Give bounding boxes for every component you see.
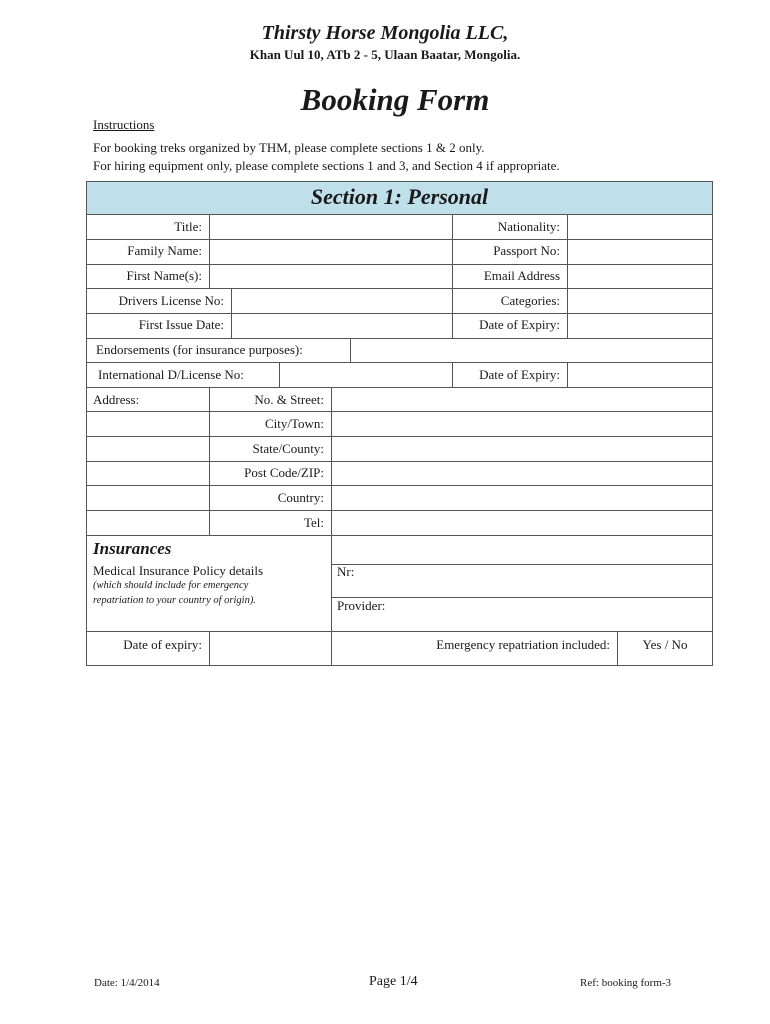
passport-label: Passport No: xyxy=(493,243,560,258)
street-field[interactable] xyxy=(332,387,712,411)
repatriation-yes-no[interactable]: Yes / No xyxy=(642,637,688,652)
first-names-label: First Name(s): xyxy=(126,268,202,283)
tel-field[interactable] xyxy=(332,510,712,535)
categories-label: Categories: xyxy=(500,293,560,308)
section-1-title: Section 1: Personal xyxy=(310,184,489,209)
date-of-expiry-field[interactable] xyxy=(568,313,712,338)
title-field[interactable] xyxy=(210,214,452,239)
instructions-heading: Instructions xyxy=(93,117,155,132)
first-issue-date-field[interactable] xyxy=(232,313,452,338)
date-of-expiry-label: Date of Expiry: xyxy=(479,317,560,332)
family-name-label: Family Name: xyxy=(127,243,202,258)
title-label: Title: xyxy=(174,219,202,234)
nationality-field[interactable] xyxy=(568,214,712,239)
first-issue-date-label: First Issue Date: xyxy=(138,317,224,332)
intl-expiry-label: Date of Expiry: xyxy=(479,367,560,382)
medical-insurance-label: Medical Insurance Policy details xyxy=(93,563,264,578)
insurance-provider-label: Provider: xyxy=(337,598,386,613)
email-label: Email Address xyxy=(483,268,560,283)
footer-date: Date: 1/4/2014 xyxy=(94,977,160,989)
intl-license-label: International D/License No: xyxy=(98,367,244,382)
state-label: State/County: xyxy=(252,441,324,456)
postcode-field[interactable] xyxy=(332,461,712,485)
company-address: Khan Uul 10, ATb 2 - 5, Ulaan Baatar, Mongolia. xyxy=(249,47,521,62)
endorsements-label: Endorsements (for insurance purposes): xyxy=(96,342,303,357)
categories-field[interactable] xyxy=(568,288,712,313)
form-title: Booking Form xyxy=(300,82,490,117)
insurance-provider-field[interactable] xyxy=(332,597,712,631)
intl-expiry-field[interactable] xyxy=(568,362,712,387)
footer-ref: Ref: booking form-3 xyxy=(580,977,672,989)
instruction-line-2: For hiring equipment only, please complete sections 1 and 3, and Section 4 if appropriate. xyxy=(93,158,560,173)
passport-field[interactable] xyxy=(568,239,712,264)
endorsements-field[interactable] xyxy=(351,338,712,362)
insurance-nr-label: Nr: xyxy=(337,564,355,579)
insurance-nr-field[interactable] xyxy=(332,564,712,597)
repatriation-label: Emergency repatriation included: xyxy=(436,637,610,652)
city-field[interactable] xyxy=(332,411,712,436)
footer-page: Page 1/4 xyxy=(369,974,418,989)
insurance-note-line-2: repatriation to your country of origin). xyxy=(93,595,256,606)
state-field[interactable] xyxy=(332,436,712,461)
country-label: Country: xyxy=(277,490,324,505)
insurance-expiry-label: Date of expiry: xyxy=(123,637,202,652)
nationality-label: Nationality: xyxy=(497,219,560,234)
drivers-license-label: Drivers License No: xyxy=(118,293,224,308)
country-field[interactable] xyxy=(332,485,712,510)
first-names-field[interactable] xyxy=(210,264,452,288)
intl-license-field[interactable] xyxy=(280,362,452,387)
postcode-label: Post Code/ZIP: xyxy=(244,465,324,480)
city-label: City/Town: xyxy=(264,416,324,431)
family-name-field[interactable] xyxy=(210,239,452,264)
company-name: Thirsty Horse Mongolia LLC, xyxy=(261,22,509,44)
insurance-expiry-field[interactable] xyxy=(210,631,331,665)
instruction-line-1: For booking treks organized by THM, please complete sections 1 & 2 only. xyxy=(93,140,485,155)
insurances-heading: Insurances xyxy=(93,539,172,558)
tel-label: Tel: xyxy=(303,515,324,530)
drivers-license-field[interactable] xyxy=(232,288,452,313)
address-label: Address: xyxy=(93,392,140,407)
email-field[interactable] xyxy=(568,264,712,288)
insurance-note-line-1: (which should include for emergency xyxy=(93,580,249,591)
street-label: No. & Street: xyxy=(254,392,324,407)
